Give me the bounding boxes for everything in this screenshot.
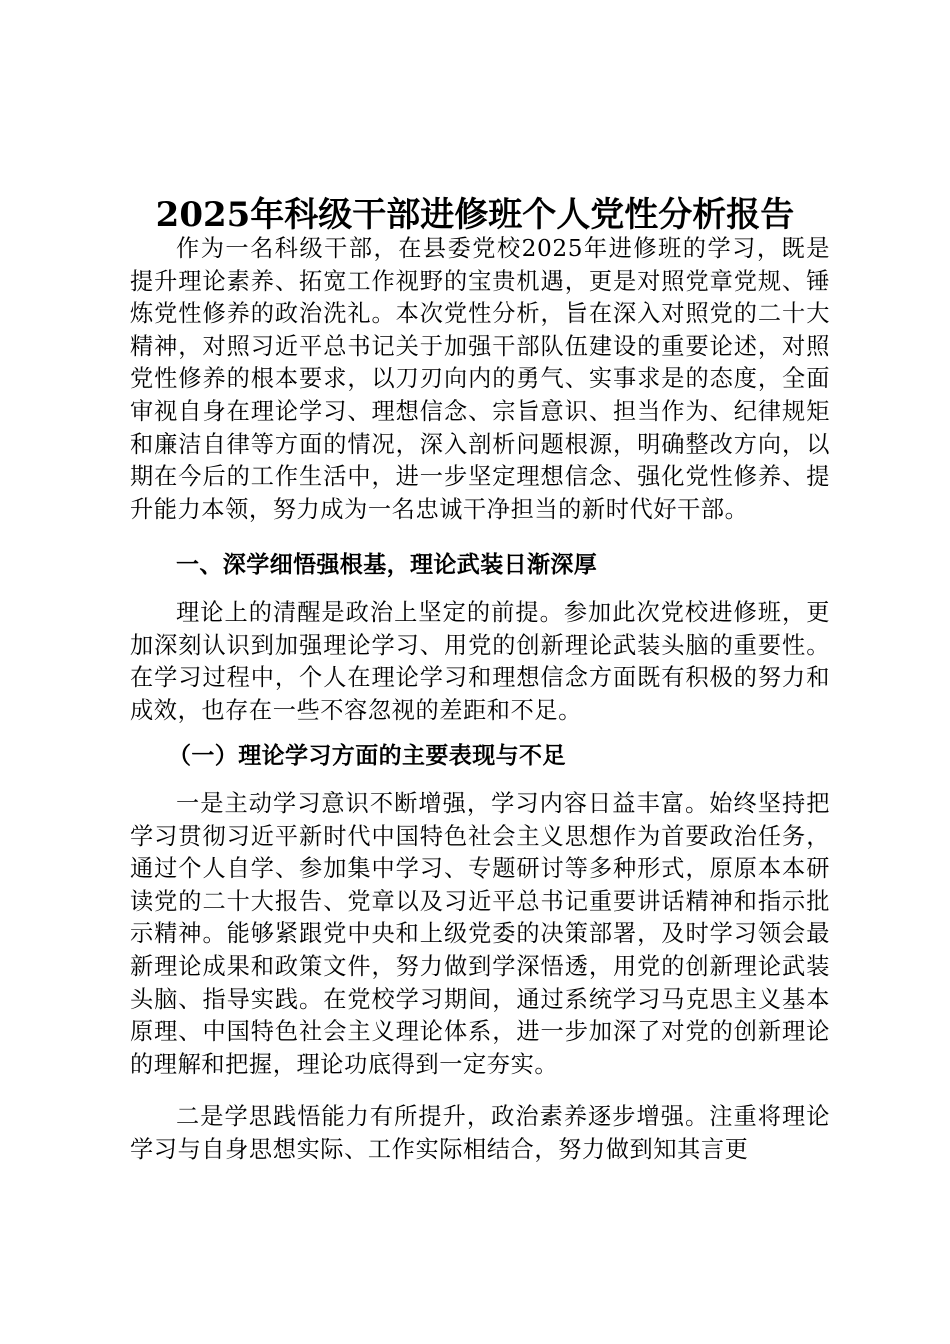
document-title: 2025年科级干部进修班个人党性分析报告	[155, 194, 795, 235]
intro-paragraph: 作为一名科级干部，在县委党校2025年进修班的学习，既是提升理论素养、拓宽工作视野的宝贵机遇，更是对照党章党规、锤炼党性修养的政治洗礼。本次党性分析，旨在深入对照党的二十大精神，对照习近平总书记关于加强干部队伍建设的重要论述，对照党性修养的根本要求，以刀刃向内的勇气、实事求是的态度，全面审视自身在理论学习、理想信念、宗旨意识、担当作为、纪律规矩和廉洁自律等方面的情况，深入剖析问题根源，明确整改方向，以期在今后的工作生活中，进一步坚定理想信念、强化党性修养、提升能力本领，努力成为一名忠诚干净担当的新时代好干部。	[130, 235, 830, 523]
section-1-paragraph: 理论上的清醒是政治上坚定的前提。参加此次党校进修班，更加深刻认识到加强理论学习、用党的创新理论武装头脑的重要性。在学习过程中，个人在理论学习和理想信念方面既有积极的努力和成效，也存在一些不容忽视的差距和不足。	[130, 599, 830, 724]
point-1-paragraph: 一是主动学习意识不断增强，学习内容日益丰富。始终坚持把学习贯彻习近平新时代中国特色社会主义思想作为首要政治任务，通过个人自学、参加集中学习、专题研讨等多种形式，原原本本研读党的二十大报告、党章以及习近平总书记重要讲话精神和指示批示精神。能够紧跟党中央和上级党委的决策部署，及时学习领会最新理论成果和政策文件，努力做到学深悟透，用党的创新理论武装头脑、指导实践。在党校学习期间，通过系统学习马克思主义基本原理、中国特色社会主义理论体系，进一步加深了对党的创新理论的理解和把握，理论功底得到一定夯实。	[130, 790, 830, 1078]
section-heading-1: 一、深学细悟强根基，理论武装日渐深厚	[176, 551, 598, 578]
point-2-paragraph: 二是学思践悟能力有所提升，政治素养逐步增强。注重将理论学习与自身思想实际、工作实际相结合，努力做到知其言更	[130, 1103, 830, 1163]
subsection-heading-1: （一）理论学习方面的主要表现与不足	[168, 742, 566, 769]
